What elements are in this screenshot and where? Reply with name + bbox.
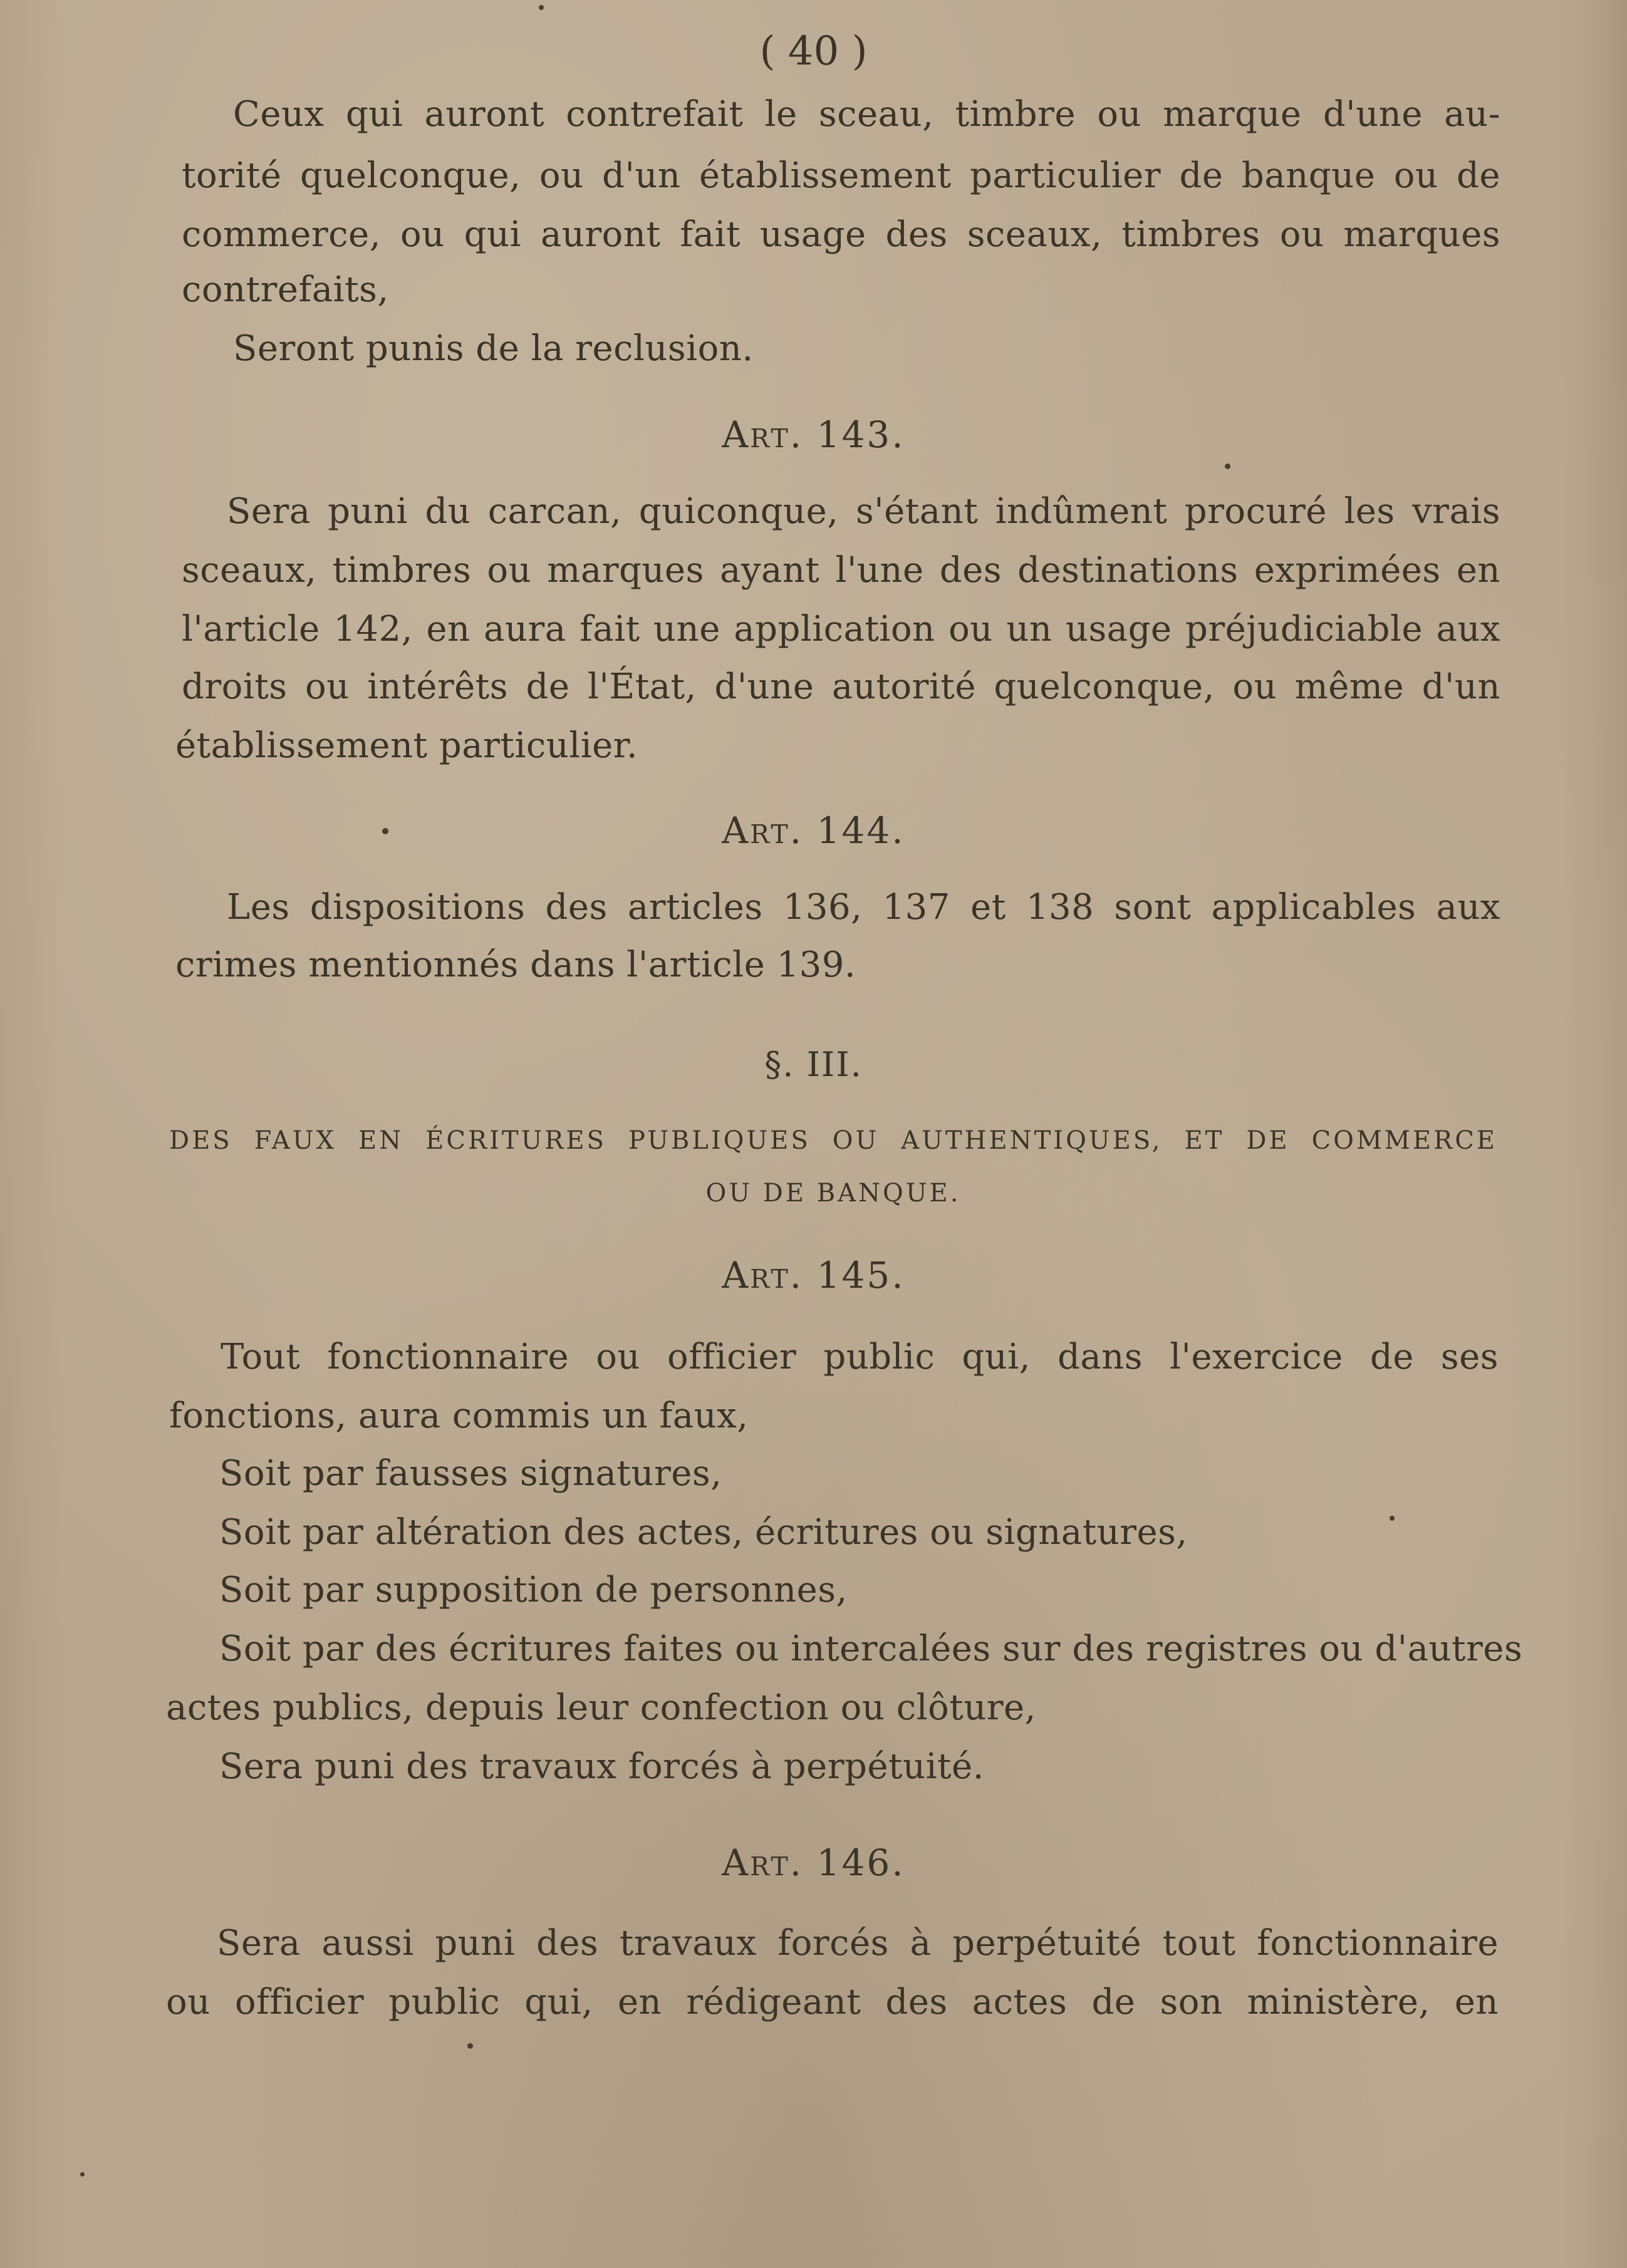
text-line: Sera puni des travaux forcés à perpétuité. [219,1746,984,1787]
article-heading: Art. 145. [722,1254,905,1297]
text-line: actes publics, depuis leur confection ou clôture, [166,1687,1036,1728]
text-line: contrefaits, [182,269,389,310]
paper-speck [80,2172,85,2177]
text-line: Ceux qui auront contrefait le sceau, timbre ou marque d'une au- [233,94,1500,135]
article-heading: Art. 146. [722,1841,905,1884]
text-line: torité quelconque, ou d'un établissement particulier de banque ou de [182,155,1500,196]
text-line: commerce, ou qui auront fait usage des sceaux, timbres ou marques [182,214,1500,255]
text-line: fonctions, aura commis un faux, [169,1395,749,1436]
section-number: §. III. [764,1045,863,1084]
text-line: Soit par altération des actes, écritures ou signatures, [219,1512,1188,1553]
text-line: Sera aussi puni des travaux forcés à perpétuité tout fonctionnaire [217,1923,1499,1964]
paper-speck [1390,1516,1395,1521]
text-line: Les dispositions des articles 136, 137 et 138 sont applicables aux [227,887,1500,928]
paper-speck [1225,463,1230,469]
text-line: l'article 142, en aura fait une application ou un usage préjudiciable aux [182,609,1500,650]
article-heading: Art. 144. [722,809,905,852]
text-line: sceaux, timbres ou marques ayant l'une des destinations exprimées en [182,550,1500,591]
text-line: crimes mentionnés dans l'article 139. [175,945,856,985]
text-line: établissement particulier. [175,725,638,766]
text-line: Seront punis de la reclusion. [233,328,754,369]
text-line: Sera puni du carcan, quiconque, s'étant indûment procuré les vrais [227,491,1500,532]
paper-speck [467,2043,473,2049]
text-line: Tout fonctionnaire ou officier public qui, dans l'exercice de ses [221,1337,1499,1377]
section-title: DES FAUX EN ÉCRITURES PUBLIQUES OU AUTHENTIQUES, ET DE COMMERCE [169,1126,1497,1155]
paper-speck [382,828,388,834]
text-line: Soit par fausses signatures, [219,1453,722,1494]
article-heading: Art. 143. [722,413,905,456]
text-line: Soit par des écritures faites ou intercalées sur des registres ou d'autres [219,1629,1523,1669]
text-line: ou officier public qui, en rédigeant des actes de son ministère, en [166,1982,1499,2022]
paper-speck [539,5,544,10]
page-number: ( 40 ) [759,28,868,75]
text-line: Soit par supposition de personnes, [219,1570,848,1610]
text-line: droits ou intérêts de l'État, d'une autorité quelconque, ou même d'un [182,666,1500,707]
section-title: OU DE BANQUE. [705,1179,961,1208]
